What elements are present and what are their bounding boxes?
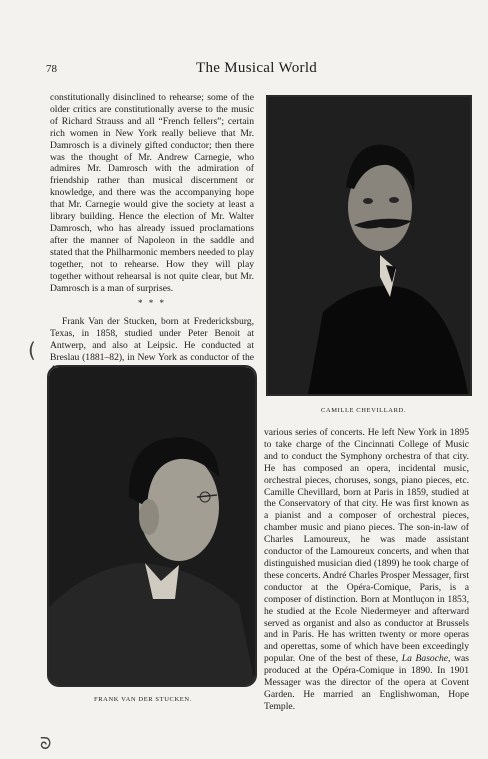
right-column-text — [264, 427, 469, 713]
portrait-van-der-stucken-image — [49, 367, 255, 685]
paragraph-van-der-stucken: Frank Van der Stucken, born at Fredericksburg, Texas, in 1858, studied under Peter Benoit at Antwerp, and also at Leipsic. He conducted at Breslau (1881–82), in New York as conductor of the — [50, 316, 254, 364]
conductors-text-end: , was produced at the Opéra-Comique in 1890. In 1901 Messager was the director of the opera at Covent Garden. He married an Englishwoman, Hope Temple. — [264, 653, 469, 712]
opera-title-la-basoche: La Basoche — [401, 653, 449, 665]
left-column-text — [50, 92, 254, 376]
photo-frank-van-der-stucken — [47, 365, 257, 687]
pencil-mark-bottom: ᘐ — [40, 734, 52, 753]
portrait-chevillard-image — [268, 97, 470, 394]
conductors-text: various series of concerts. He left New York in 1895 to take charge of the Cincinnati College of Music and to conduct the Symphony orchestra of that city. He has composed an opera, incidental music, orchestral pieces, choruses, songs, piano pieces, etc. Camille Chevillard, born at Paris in 1859, studied at the Conservatory of that city. He was first known as a pianist and a composer of orchestral pieces, chamber music and piano pieces. The son-in-law of Charles Lamoureux, he was made assistant conductor of the Lamoureux concerts, and when that distinguished musician died (1899) he took charge of these concerts. André Charles Prosper Messager, first conductor at the Opéra-Comique, Paris, is a composer of distinction. Born at Montluçon in 1853, he studied at the Ecole Niedermeyer and afterward served as organist and also as conductor at Brussels and in Paris. He has written twenty or more operas and operettas, some of which have been exceedingly popular. One of the best of these, — [264, 427, 469, 665]
paragraph-damrosch: constitutionally disinclined to rehearse; some of the older critics are constitutionally averse to the music of Richard Strauss and all “French fellers”; certain rich women in New York really believe that Mr. Damrosch is a divinely gifted conductor; then there was the thought of Mr. Andrew Carnegie, who admires Mr. Damrosch with the admiration of friendship rather than musical discernment or knowledge, and there was the accompanying hope that Mr. Carnegie would give the society at least a library building. Hence the election of Mr. Walter Damrosch, who has already issued proclamations after the manner of Napoleon in the saddle and stated that the Philharmonic members needed to play together, not to rehearse. How they will play together without rehearsal is not quite clear, but Mr. Damrosch is a man of surprises. — [50, 92, 254, 294]
photo-camille-chevillard — [266, 95, 472, 396]
pencil-bracket-mark: ( — [28, 338, 36, 362]
section-separator: * * * — [138, 298, 166, 309]
page-number: 78 — [46, 63, 57, 75]
paragraph-conductors — [264, 427, 469, 713]
caption-frank-van-der-stucken: FRANK VAN DER STUCKEN. — [94, 696, 192, 703]
caption-camille-chevillard: CAMILLE CHEVILLARD. — [321, 407, 407, 414]
running-title: The Musical World — [196, 60, 318, 76]
